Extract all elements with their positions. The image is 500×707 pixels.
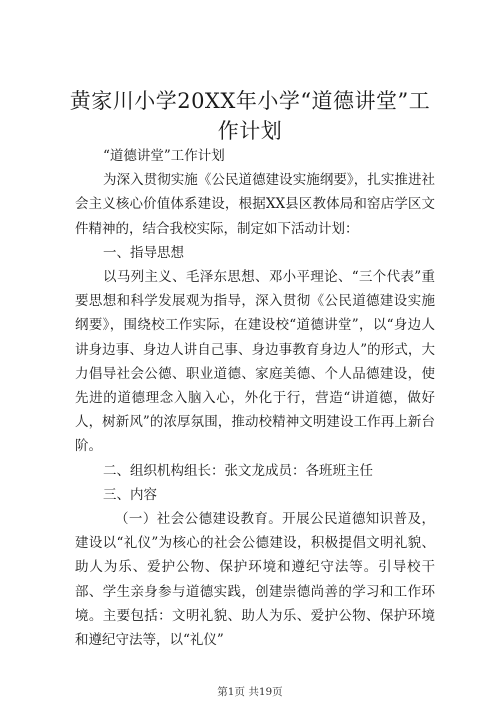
section-heading-guiding-thought: 一、指导思想 — [103, 244, 184, 261]
content-paragraph-social-morality: （一）社会公德建设教育。开展公民道德知识普及，建设以“礼仪”为核心的社会公德建设，积极提倡文明礼貌、助人为乐、爱护公物、保护环境和遵纪守法等。引导校干部、学生亲身参与道德实践，创建崇德尚善的学习和工作环境。主要包括：文明礼貌、助人为乐、爱护公物、保护环境和遵纪守法等，以“礼仪” — [75, 511, 435, 649]
page-footer: 第1页 共19页 — [217, 686, 283, 698]
section-heading-organization: 二、组织机构组长：张文龙成员：各班班主任 — [103, 462, 373, 479]
section-heading-content: 三、内容 — [103, 486, 157, 503]
intro-paragraph: 为深入贯彻实施《公民道德建设实施纲要》，扎实推进社会主义核心价值体系建设，根据XX县区教体局和窑店学区文件精神的，结合我校实际，制定如下活动计划： — [75, 172, 435, 237]
subtitle-paragraph: “道德讲堂”工作计划 — [103, 148, 225, 164]
guiding-thought-paragraph: 以马列主义、毛泽东思想、邓小平理论、“三个代表”重要思想和科学发展观为指导，深入贯彻《公民道德建设实施纲要》，围绕校工作实际，在建设校“道德讲堂”，以“身边人讲身边事、身边人讲自己事、身边事教育身边人”的形式，大力倡导社会公德、职业道德、家庭美德、个人品德建设，使先进的道德理念入脑入心，外化于行，营造“讲道德，做好人，树新风”的浓厚氛围，推动校精神文明建设工作再上新台阶。 — [75, 269, 435, 455]
document-body — [75, 144, 435, 652]
document-title: 黄家川小学20XX年小学“道德讲堂”工作计划 — [69, 89, 431, 143]
